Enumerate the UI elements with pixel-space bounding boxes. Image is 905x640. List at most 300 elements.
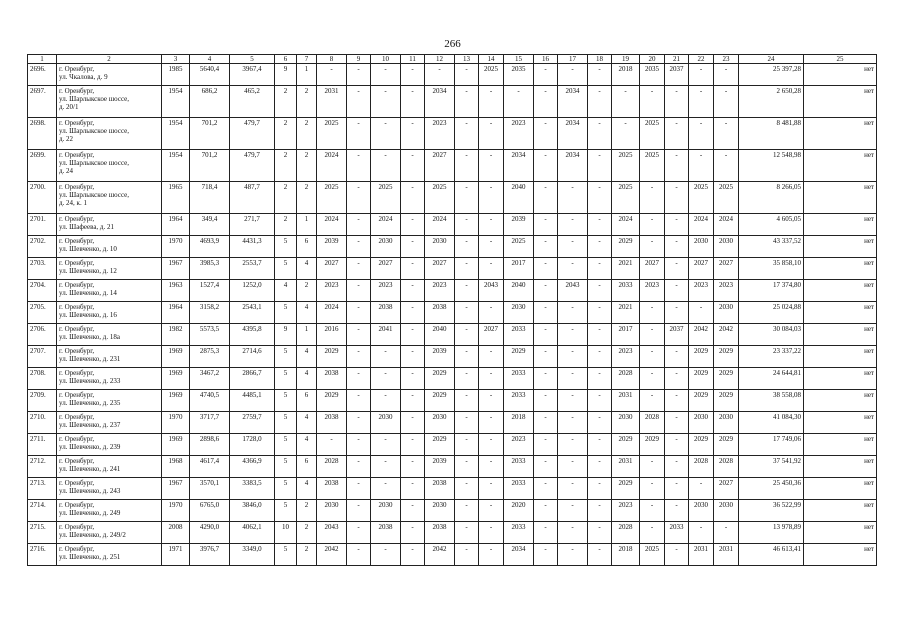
table-cell: 2025: [612, 150, 640, 182]
table-cell: -: [347, 478, 371, 500]
table-cell: 2038: [371, 522, 401, 544]
table-cell: -: [558, 302, 588, 324]
table-cell: -: [689, 118, 714, 150]
table-row: [28, 500, 877, 522]
table-cell: 2024: [612, 214, 640, 236]
table-cell: -: [455, 182, 479, 214]
table-cell: 2025: [317, 118, 347, 150]
table-cell: 2: [275, 214, 297, 236]
table-cell: 2030: [612, 412, 640, 434]
table-cell: -: [479, 456, 504, 478]
address-cell: г. Оренбург, ул. Шевченко, д. 249: [57, 500, 162, 522]
table-cell: -: [640, 478, 665, 500]
address-cell: г. Оренбург, ул. Шевченко, д. 231: [57, 346, 162, 368]
table-cell: 4: [297, 434, 317, 456]
address-cell: г. Оренбург, ул. Шарлыкское шоссе, д. 24, к. 1: [57, 182, 162, 214]
table-cell: 2027: [479, 324, 504, 346]
table-cell: 2023: [504, 434, 534, 456]
cost-cell: 37 541,92: [739, 456, 804, 478]
table-cell: -: [665, 544, 689, 566]
table-cell: 2028: [612, 522, 640, 544]
address-cell: г. Оренбург, ул. Шевченко, д. 241: [57, 456, 162, 478]
table-cell: 1954: [162, 86, 190, 118]
table-cell: 4290,0: [190, 522, 230, 544]
table-cell: 2: [275, 150, 297, 182]
table-cell: -: [534, 214, 558, 236]
table-cell: -: [534, 150, 558, 182]
table-cell: 2553,7: [230, 258, 275, 280]
table-cell: -: [401, 118, 425, 150]
table-cell: 2039: [317, 236, 347, 258]
table-cell: -: [665, 258, 689, 280]
table-cell: -: [455, 412, 479, 434]
table-cell: -: [479, 150, 504, 182]
column-header-20: 20: [640, 55, 665, 64]
table-cell: 2025: [479, 64, 504, 86]
table-cell: -: [665, 500, 689, 522]
table-cell: -: [371, 346, 401, 368]
table-cell: -: [534, 64, 558, 86]
table-cell: 2034: [558, 150, 588, 182]
table-row: [28, 302, 877, 324]
row-number-cell: 2703.: [28, 258, 57, 280]
cost-cell: 4 605,05: [739, 214, 804, 236]
row-number-cell: 2699.: [28, 150, 57, 182]
table-cell: -: [401, 86, 425, 118]
table-cell: -: [640, 236, 665, 258]
table-cell: -: [588, 346, 612, 368]
note-cell: нет: [804, 544, 877, 566]
column-header-12: 12: [425, 55, 455, 64]
table-cell: 2038: [425, 522, 455, 544]
table-cell: 2037: [665, 64, 689, 86]
table-cell: -: [479, 302, 504, 324]
table-cell: 271,7: [230, 214, 275, 236]
table-cell: 1970: [162, 500, 190, 522]
table-cell: 2028: [689, 456, 714, 478]
table-cell: -: [588, 368, 612, 390]
table-cell: -: [714, 522, 739, 544]
address-cell: г. Оренбург, ул. Шевченко, д. 249/2: [57, 522, 162, 544]
note-cell: нет: [804, 412, 877, 434]
table-cell: 3846,0: [230, 500, 275, 522]
column-header-5: 5: [230, 55, 275, 64]
address-cell: г. Оренбург, ул. Шарлыкское шоссе, д. 20/1: [57, 86, 162, 118]
table-cell: -: [455, 64, 479, 86]
table-cell: 2033: [665, 522, 689, 544]
table-cell: 2037: [665, 324, 689, 346]
table-cell: -: [588, 522, 612, 544]
table-cell: -: [665, 412, 689, 434]
table-cell: 2028: [612, 368, 640, 390]
table-cell: 1967: [162, 258, 190, 280]
cost-cell: 12 548,98: [739, 150, 804, 182]
table-row: [28, 182, 877, 214]
table-cell: 1970: [162, 236, 190, 258]
table-cell: 5: [275, 412, 297, 434]
table-cell: 2030: [371, 412, 401, 434]
table-cell: 3976,7: [190, 544, 230, 566]
table-cell: -: [479, 478, 504, 500]
cost-cell: 13 978,89: [739, 522, 804, 544]
table-cell: -: [347, 390, 371, 412]
table-row: [28, 280, 877, 302]
table-cell: -: [558, 214, 588, 236]
table-cell: 2024: [714, 214, 739, 236]
table-cell: 1963: [162, 280, 190, 302]
table-cell: -: [588, 390, 612, 412]
table-cell: -: [371, 86, 401, 118]
table-cell: -: [665, 86, 689, 118]
note-cell: нет: [804, 118, 877, 150]
table-cell: 2023: [371, 280, 401, 302]
table-cell: -: [558, 456, 588, 478]
table-cell: 2: [275, 118, 297, 150]
table-cell: 5: [275, 258, 297, 280]
table-cell: 2043: [317, 522, 347, 544]
table-cell: 686,2: [190, 86, 230, 118]
table-cell: -: [640, 324, 665, 346]
table-cell: 4062,1: [230, 522, 275, 544]
cost-cell: 25 450,36: [739, 478, 804, 500]
table-cell: 2033: [504, 478, 534, 500]
table-cell: -: [665, 390, 689, 412]
table-cell: 2023: [714, 280, 739, 302]
table-cell: 2034: [425, 86, 455, 118]
address-cell: г. Оренбург, ул. Шафеева, д. 21: [57, 214, 162, 236]
row-number-cell: 2709.: [28, 390, 57, 412]
table-cell: 2033: [612, 280, 640, 302]
table-cell: -: [479, 434, 504, 456]
column-header-8: 8: [317, 55, 347, 64]
table-cell: -: [401, 302, 425, 324]
table-cell: -: [371, 544, 401, 566]
table-cell: -: [479, 544, 504, 566]
address-cell: г. Оренбург, ул. Шевченко, д. 14: [57, 280, 162, 302]
table-cell: 2039: [425, 456, 455, 478]
table-cell: 2021: [612, 258, 640, 280]
table-cell: -: [347, 182, 371, 214]
table-cell: 2038: [317, 478, 347, 500]
table-cell: -: [317, 64, 347, 86]
table-cell: -: [455, 500, 479, 522]
table-cell: 2027: [425, 150, 455, 182]
table-cell: 2: [297, 522, 317, 544]
table-cell: 1970: [162, 412, 190, 434]
column-header-19: 19: [612, 55, 640, 64]
note-cell: нет: [804, 368, 877, 390]
table-cell: -: [347, 368, 371, 390]
table-cell: 2038: [425, 302, 455, 324]
table-cell: 2: [297, 544, 317, 566]
table-cell: -: [640, 456, 665, 478]
table-cell: 6: [297, 236, 317, 258]
table-cell: 3967,4: [230, 64, 275, 86]
table-cell: 4: [297, 412, 317, 434]
table-cell: -: [479, 390, 504, 412]
table-cell: 2024: [317, 214, 347, 236]
table-cell: -: [347, 456, 371, 478]
table-cell: -: [347, 412, 371, 434]
table-cell: 1728,0: [230, 434, 275, 456]
table-cell: 487,7: [230, 182, 275, 214]
table-cell: -: [347, 346, 371, 368]
table-cell: -: [455, 118, 479, 150]
table-cell: 2023: [425, 280, 455, 302]
column-header-25: 25: [804, 55, 877, 64]
table-cell: -: [588, 118, 612, 150]
table-cell: -: [689, 522, 714, 544]
column-header-22: 22: [689, 55, 714, 64]
table-cell: 3985,3: [190, 258, 230, 280]
table-cell: -: [640, 390, 665, 412]
table-cell: -: [558, 368, 588, 390]
row-number-cell: 2706.: [28, 324, 57, 346]
table-cell: -: [455, 280, 479, 302]
table-cell: 1971: [162, 544, 190, 566]
table-cell: -: [347, 522, 371, 544]
table-cell: 2025: [317, 182, 347, 214]
table-cell: 2038: [317, 412, 347, 434]
table-cell: -: [534, 456, 558, 478]
note-cell: нет: [804, 346, 877, 368]
row-number-cell: 2712.: [28, 456, 57, 478]
address-cell: г. Оренбург, ул. Чкалова, д. 9: [57, 64, 162, 86]
table-cell: -: [347, 118, 371, 150]
table-cell: 2029: [612, 434, 640, 456]
table-cell: 349,4: [190, 214, 230, 236]
table-cell: 2033: [504, 324, 534, 346]
table-cell: -: [640, 86, 665, 118]
table-cell: -: [640, 522, 665, 544]
table-cell: -: [479, 346, 504, 368]
table-cell: 4: [275, 280, 297, 302]
row-number-cell: 2696.: [28, 64, 57, 86]
table-cell: 1969: [162, 368, 190, 390]
table-cell: 2030: [689, 236, 714, 258]
table-cell: 5: [275, 390, 297, 412]
table-cell: 718,4: [190, 182, 230, 214]
table-row: [28, 456, 877, 478]
table-cell: 2025: [504, 236, 534, 258]
table-cell: 2029: [425, 390, 455, 412]
table-cell: -: [558, 64, 588, 86]
table-cell: -: [714, 150, 739, 182]
address-cell: г. Оренбург, ул. Шевченко, д. 233: [57, 368, 162, 390]
table-cell: 2034: [558, 86, 588, 118]
table-cell: 2008: [162, 522, 190, 544]
table-cell: 2543,1: [230, 302, 275, 324]
table-cell: -: [455, 346, 479, 368]
table-cell: -: [534, 182, 558, 214]
table-cell: -: [455, 302, 479, 324]
table-cell: -: [534, 478, 558, 500]
table-cell: -: [401, 324, 425, 346]
table-row: [28, 522, 877, 544]
table-cell: 2039: [504, 214, 534, 236]
table-row: [28, 324, 877, 346]
table-body: [28, 64, 877, 566]
table-cell: 2029: [689, 346, 714, 368]
row-number-cell: 2713.: [28, 478, 57, 500]
table-cell: -: [714, 118, 739, 150]
table-cell: 2029: [425, 368, 455, 390]
table-cell: -: [588, 64, 612, 86]
table-cell: 701,2: [190, 150, 230, 182]
table-cell: -: [588, 258, 612, 280]
table-cell: -: [534, 544, 558, 566]
table-cell: -: [401, 258, 425, 280]
column-header-9: 9: [347, 55, 371, 64]
table-cell: 1527,4: [190, 280, 230, 302]
table-cell: -: [588, 500, 612, 522]
table-cell: 479,7: [230, 118, 275, 150]
table-cell: -: [479, 214, 504, 236]
table-cell: 2023: [425, 118, 455, 150]
table-cell: 701,2: [190, 118, 230, 150]
table-cell: 2028: [714, 456, 739, 478]
table-cell: 2024: [689, 214, 714, 236]
table-cell: 2027: [714, 258, 739, 280]
note-cell: нет: [804, 434, 877, 456]
table-cell: 3467,2: [190, 368, 230, 390]
table-cell: -: [558, 522, 588, 544]
table-cell: 2714,6: [230, 346, 275, 368]
table-cell: -: [665, 302, 689, 324]
table-cell: -: [371, 456, 401, 478]
table-cell: 2042: [425, 544, 455, 566]
table-cell: -: [558, 346, 588, 368]
table-cell: -: [534, 500, 558, 522]
table-cell: 2029: [425, 434, 455, 456]
table-cell: -: [401, 456, 425, 478]
table-cell: -: [371, 478, 401, 500]
table-cell: 1964: [162, 214, 190, 236]
row-number-cell: 2697.: [28, 86, 57, 118]
table-cell: 2: [297, 118, 317, 150]
table-cell: 1968: [162, 456, 190, 478]
table-cell: -: [455, 236, 479, 258]
table-cell: 2030: [317, 500, 347, 522]
address-cell: г. Оренбург, ул. Шарлыкское шоссе, д. 24: [57, 150, 162, 182]
table-cell: -: [558, 236, 588, 258]
table-cell: -: [534, 118, 558, 150]
table-cell: 2898,6: [190, 434, 230, 456]
table-cell: 2023: [640, 280, 665, 302]
row-number-cell: 2701.: [28, 214, 57, 236]
table-cell: -: [347, 544, 371, 566]
table-cell: 5: [275, 302, 297, 324]
column-header-21: 21: [665, 55, 689, 64]
table-cell: -: [455, 390, 479, 412]
table-cell: -: [588, 434, 612, 456]
table-cell: 2017: [612, 324, 640, 346]
note-cell: нет: [804, 64, 877, 86]
table-cell: -: [640, 368, 665, 390]
table-cell: -: [640, 500, 665, 522]
table-cell: -: [588, 324, 612, 346]
table-cell: -: [455, 456, 479, 478]
note-cell: нет: [804, 500, 877, 522]
table-cell: 4693,9: [190, 236, 230, 258]
table-cell: 1252,0: [230, 280, 275, 302]
table-cell: -: [534, 412, 558, 434]
housing-repair-table: [27, 54, 877, 566]
column-header-16: 16: [534, 55, 558, 64]
note-cell: нет: [804, 478, 877, 500]
table-cell: -: [588, 236, 612, 258]
table-row: [28, 544, 877, 566]
table-cell: 2030: [714, 302, 739, 324]
table-cell: -: [534, 368, 558, 390]
table-cell: 2033: [504, 368, 534, 390]
table-cell: -: [401, 522, 425, 544]
row-number-cell: 2704.: [28, 280, 57, 302]
table-cell: -: [558, 500, 588, 522]
table-cell: -: [534, 280, 558, 302]
table-cell: -: [401, 280, 425, 302]
table-cell: 4: [297, 302, 317, 324]
table-cell: -: [479, 412, 504, 434]
table-row: [28, 258, 877, 280]
cost-cell: 41 084,30: [739, 412, 804, 434]
table-cell: -: [455, 544, 479, 566]
table-cell: -: [401, 434, 425, 456]
table-cell: 5: [275, 434, 297, 456]
table-cell: 2030: [689, 500, 714, 522]
table-cell: -: [347, 86, 371, 118]
address-cell: г. Оренбург, ул. Шевченко, д. 239: [57, 434, 162, 456]
table-row: [28, 390, 877, 412]
column-header-14: 14: [479, 55, 504, 64]
table-cell: -: [371, 390, 401, 412]
table-cell: 2025: [612, 182, 640, 214]
table-cell: -: [665, 478, 689, 500]
table-cell: 1982: [162, 324, 190, 346]
table-row: [28, 412, 877, 434]
column-header-6: 6: [275, 55, 297, 64]
table-cell: 5: [275, 544, 297, 566]
table-cell: -: [588, 86, 612, 118]
table-cell: -: [558, 390, 588, 412]
table-cell: 2027: [714, 478, 739, 500]
table-cell: 2028: [640, 412, 665, 434]
table-cell: 1967: [162, 478, 190, 500]
table-cell: -: [479, 522, 504, 544]
table-cell: -: [455, 150, 479, 182]
cost-cell: 17 374,80: [739, 280, 804, 302]
table-cell: 10: [275, 522, 297, 544]
table-cell: 2023: [612, 346, 640, 368]
table-cell: 2018: [612, 64, 640, 86]
address-cell: г. Оренбург, ул. Шевченко, д. 18а: [57, 324, 162, 346]
table-cell: -: [588, 478, 612, 500]
note-cell: нет: [804, 456, 877, 478]
table-cell: 2027: [371, 258, 401, 280]
table-cell: 1969: [162, 390, 190, 412]
table-cell: 2040: [425, 324, 455, 346]
table-cell: -: [455, 368, 479, 390]
table-cell: 2023: [689, 280, 714, 302]
table-cell: 1: [297, 214, 317, 236]
column-header-24: 24: [739, 55, 804, 64]
row-number-cell: 2714.: [28, 500, 57, 522]
table-cell: -: [347, 280, 371, 302]
table-cell: -: [479, 500, 504, 522]
table-cell: 2030: [371, 236, 401, 258]
table-cell: 4366,9: [230, 456, 275, 478]
table-cell: -: [455, 434, 479, 456]
